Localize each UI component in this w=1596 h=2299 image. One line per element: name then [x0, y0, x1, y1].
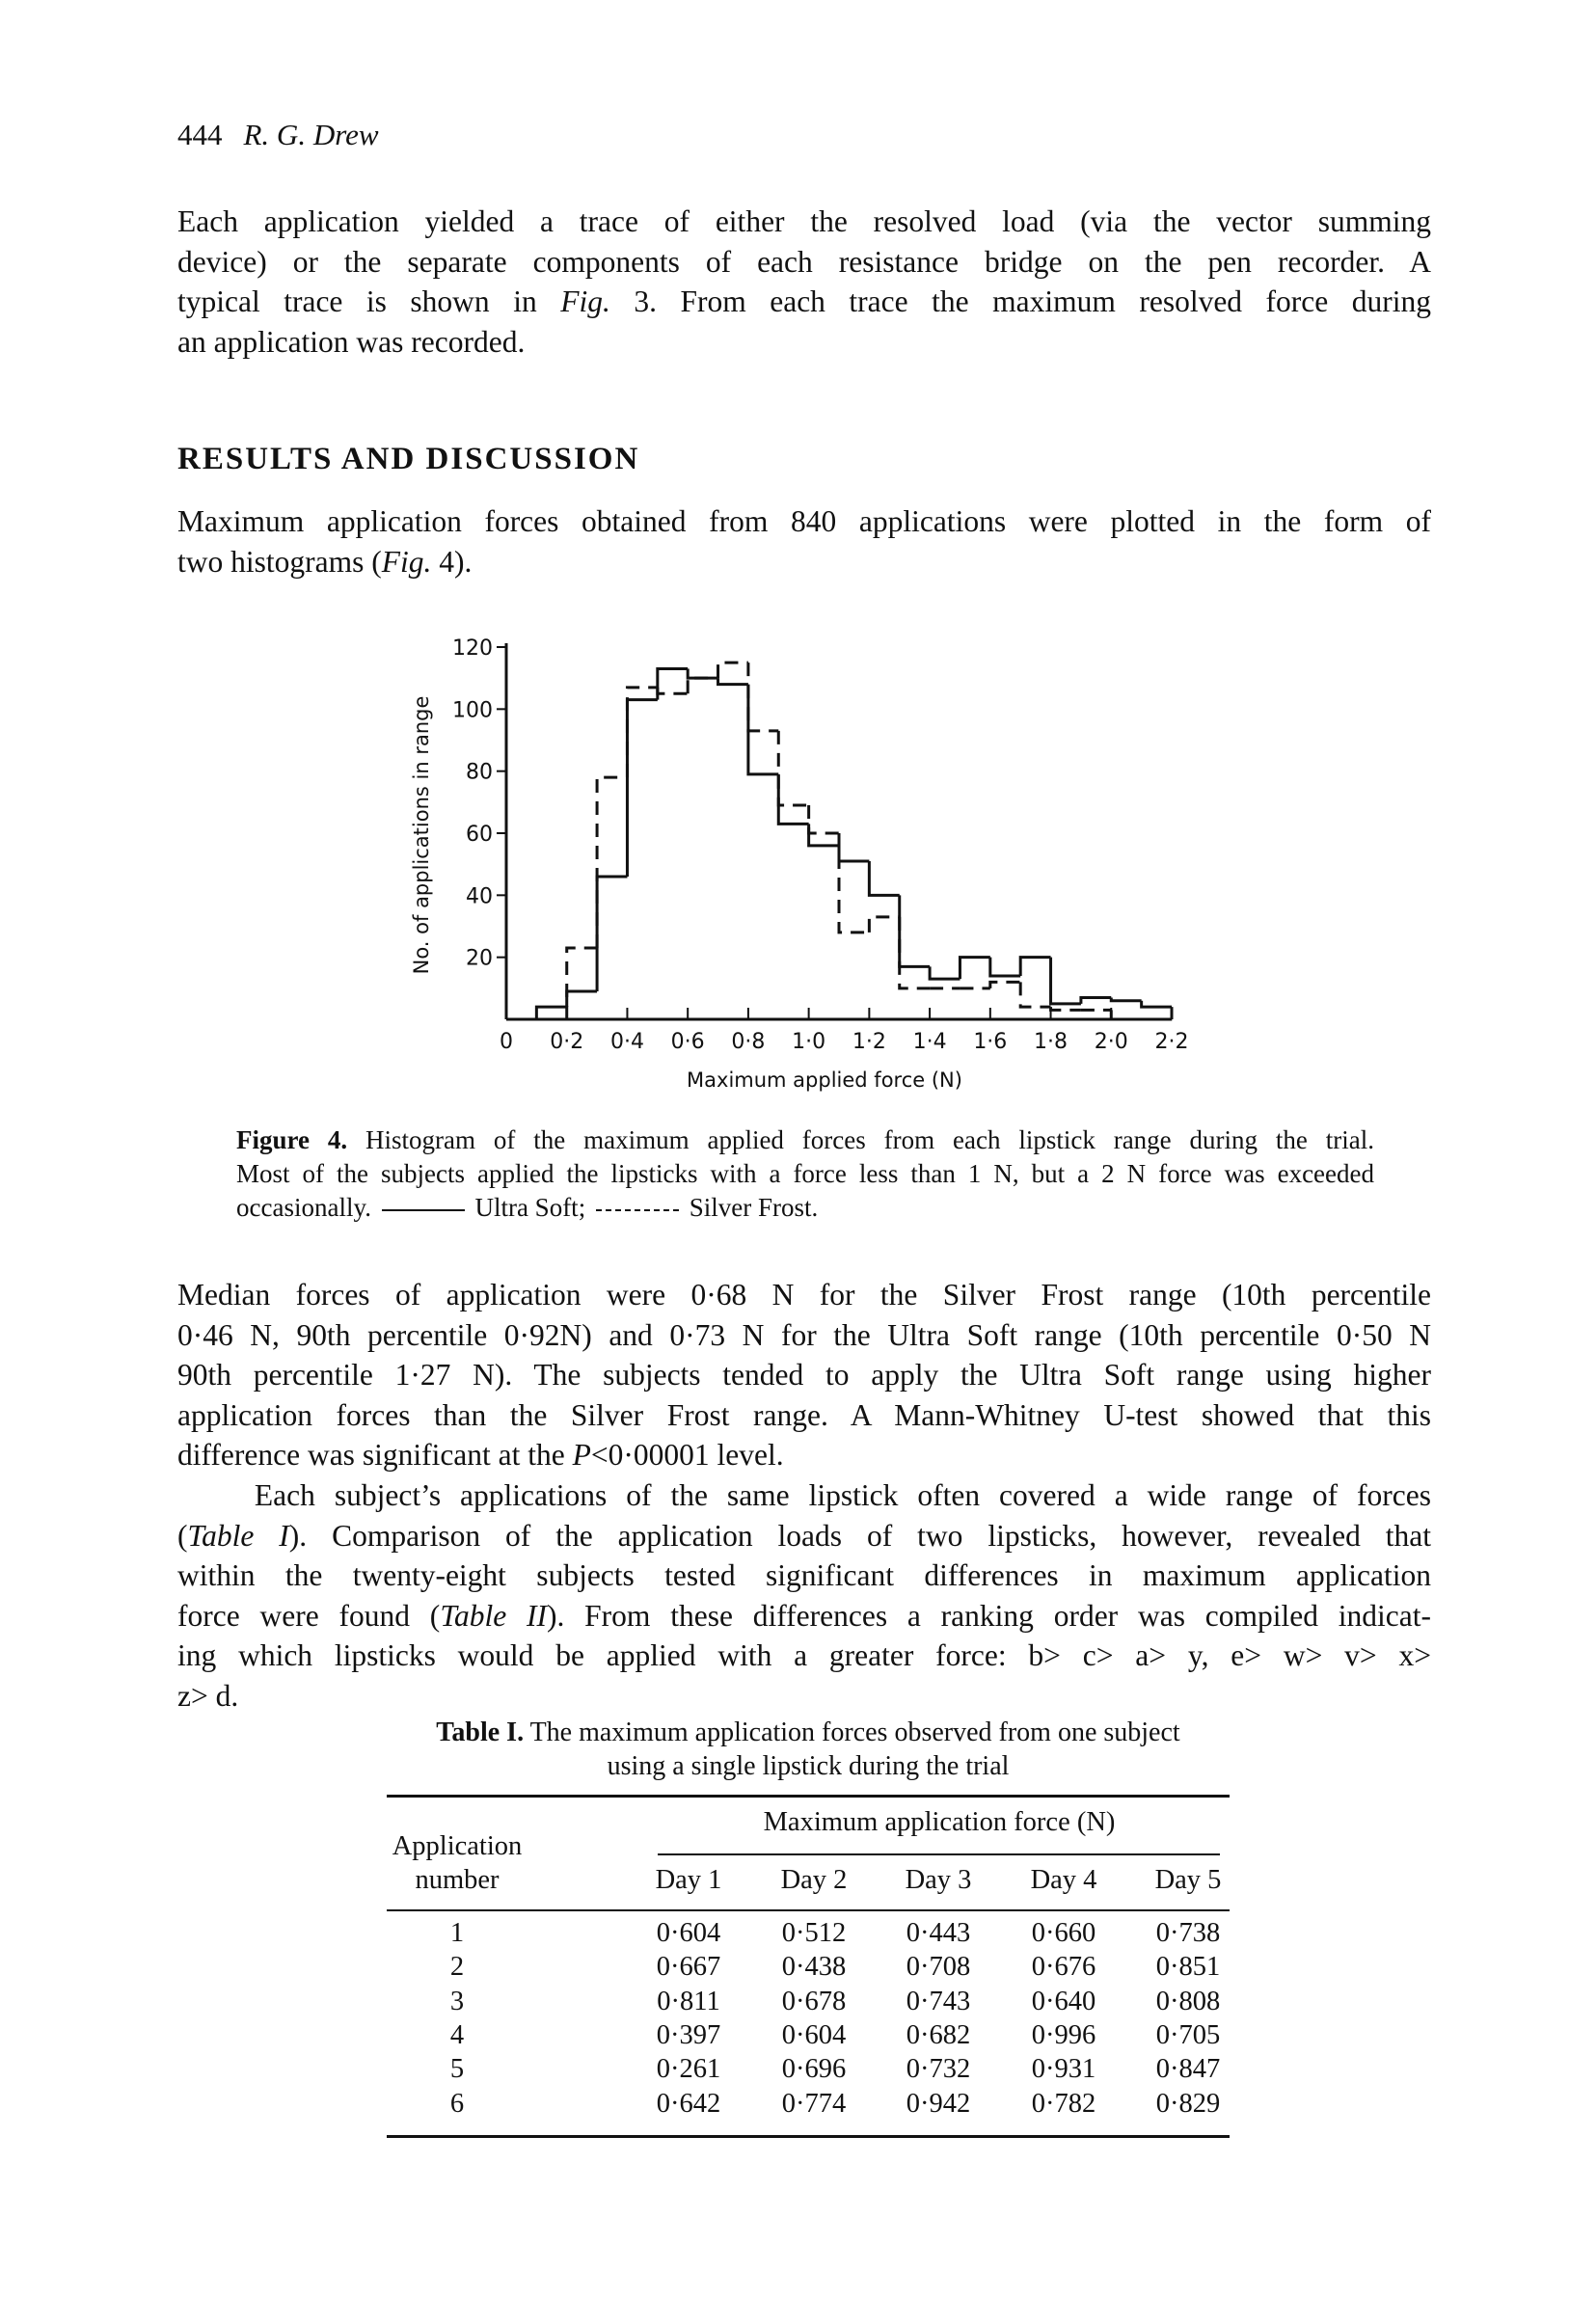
silver-frost-bin	[869, 917, 899, 933]
italic-run: Table I	[187, 1518, 289, 1553]
table-cell: 0·660	[1031, 1918, 1096, 1948]
ultra-soft-bin	[748, 685, 778, 774]
text-run: difference was significant at the	[177, 1438, 573, 1473]
x-tick-label: 1·6	[973, 1030, 1008, 1054]
table-cell: 0·774	[781, 2089, 847, 2119]
ultra-soft-bin	[839, 846, 869, 861]
section-heading: RESULTS AND DISCUSSION	[177, 442, 640, 476]
text-line	[177, 1475, 1431, 1516]
silver-frost-bin	[567, 948, 597, 1019]
ultra-soft-bin	[567, 991, 597, 1007]
table-cell: 0·640	[1031, 1987, 1096, 2016]
legend-solid-line	[382, 1209, 465, 1211]
text-line	[177, 1596, 1431, 1636]
text-line	[236, 1123, 1374, 1157]
y-tick-label: 120	[452, 636, 493, 661]
silver-frost-bin	[718, 663, 748, 678]
text-line	[177, 1355, 1431, 1395]
text-line	[177, 1555, 1431, 1596]
x-tick-label: 0·6	[670, 1030, 705, 1054]
application-number: 5	[449, 2054, 465, 2084]
text-line	[236, 1191, 1374, 1225]
table-cell: 0·261	[656, 2054, 721, 2084]
ultra-soft-bin	[778, 774, 808, 824]
paragraph-medians	[177, 1275, 1431, 1475]
table-cell: 0·682	[906, 2020, 971, 2050]
table-top-rule	[387, 1795, 1230, 1798]
ultra-soft-bin	[658, 669, 688, 700]
ultra-soft-bin	[960, 958, 989, 980]
table-cell: 0·705	[1155, 2020, 1221, 2050]
silver-frost-bin	[1020, 982, 1050, 1007]
ultra-soft-bin	[809, 824, 839, 846]
text-run: occasionally.	[236, 1193, 378, 1222]
text-run: device) or the separate components of each resistance bridge on the pen recorder. A	[177, 244, 1431, 279]
text-run: within the twenty-eight subjects tested significant differences in maximum application	[177, 1558, 1431, 1593]
table-cell: 0·732	[906, 2054, 971, 2084]
x-tick-label: 0·2	[550, 1030, 584, 1054]
table-cell: 0·782	[1031, 2089, 1096, 2119]
table-cell: 0·708	[906, 1952, 971, 1982]
table-cell: 0·811	[657, 1987, 720, 2016]
silver-frost-bin	[900, 917, 930, 988]
table-cell: 0·808	[1155, 1987, 1221, 2016]
text-run: application forces than the Silver Frost range. A Mann-Whitney U-test showed that this	[177, 1397, 1431, 1432]
silver-frost-bin	[778, 731, 808, 805]
row-header-line1: Application	[392, 1831, 523, 1861]
table-cell: 0·678	[781, 1987, 847, 2016]
table-cell: 0·847	[1155, 2054, 1221, 2084]
silver-frost-bin	[1051, 1007, 1081, 1010]
ultra-soft-bin	[1051, 958, 1081, 1004]
italic-run: Fig.	[560, 284, 610, 319]
y-tick-label: 40	[466, 884, 493, 909]
ultra-soft-bin	[1142, 1001, 1172, 1007]
ultra-soft-bin	[536, 1007, 566, 1019]
table-cell: 0·931	[1031, 2054, 1096, 2084]
group-header: Maximum application force (N)	[763, 1807, 1116, 1837]
text-run: typical trace is shown in	[177, 284, 561, 319]
y-tick-label: 20	[466, 946, 493, 971]
table-cell: 0·996	[1031, 2020, 1096, 2050]
text-run: Most of the subjects applied the lipsticks with a force less than 1 N, but a 2 N force was exceeded	[236, 1159, 1374, 1188]
text-run: 3. From each trace the maximum resolved force during	[609, 284, 1431, 319]
x-tick-label: 1·4	[912, 1030, 947, 1054]
text-run: force were found (	[177, 1598, 441, 1633]
ultra-soft-bin	[990, 958, 1020, 976]
table-cell: 0·667	[656, 1952, 721, 1982]
text-line	[177, 1395, 1431, 1436]
application-number: 2	[449, 1952, 465, 1982]
x-tick-label: 2·0	[1094, 1030, 1128, 1054]
italic-run: P	[572, 1438, 591, 1473]
x-tick-label: 1·2	[852, 1030, 886, 1054]
silver-frost-bin	[839, 833, 869, 933]
table-caption	[387, 1716, 1230, 1783]
x-tick-label: 0·8	[731, 1030, 766, 1054]
table-cell: 0·443	[906, 1918, 971, 1948]
figure-label: Figure 4.	[236, 1125, 348, 1154]
column-header: Day 2	[780, 1865, 848, 1895]
text-line	[177, 1315, 1431, 1356]
ultra-soft-bin	[718, 678, 748, 684]
column-header: Day 4	[1030, 1865, 1097, 1895]
legend-dashed-line	[596, 1209, 679, 1211]
text-run: 90th percentile 1·27 N). The subjects tended to apply the Ultra Soft range using higher	[177, 1358, 1431, 1393]
histogram-svg	[0, 0, 1596, 1109]
table-bottom-rule	[387, 2135, 1230, 2138]
application-number: 6	[449, 2089, 465, 2119]
table-cell: 0·604	[656, 1918, 721, 1948]
ultra-soft-bin	[1020, 958, 1050, 976]
table-cell: 0·743	[906, 1987, 971, 2016]
author-name: R. G. Drew	[243, 118, 379, 151]
row-header-line2: number	[415, 1865, 500, 1895]
y-tick-label: 80	[466, 760, 493, 785]
paragraph-ranking	[177, 1475, 1431, 1717]
silver-frost-bin	[748, 663, 778, 731]
text-line	[177, 1435, 1431, 1475]
italic-run: Table II	[440, 1598, 547, 1633]
ultra-soft-bin	[869, 861, 899, 895]
table-cell: 0·696	[781, 2054, 847, 2084]
silver-frost-bin	[809, 805, 839, 833]
table-cell: 0·829	[1155, 2089, 1221, 2119]
ultra-soft-bin	[597, 877, 627, 991]
table-cell: 0·512	[781, 1918, 847, 1948]
text-run: Each subject’s applications of the same lipstick often covered a wide range of forces	[177, 1478, 1431, 1512]
application-number: 4	[449, 2020, 465, 2050]
silver-frost-bin	[658, 688, 688, 693]
x-axis-label: Maximum applied force (N)	[687, 1068, 962, 1092]
column-header: Day 1	[655, 1865, 722, 1895]
x-tick-label: 1·0	[792, 1030, 826, 1054]
text-run: z> d.	[177, 1678, 239, 1713]
italic-run: Fig.	[381, 544, 432, 579]
page-number: 444	[177, 118, 223, 151]
figure-4-histogram	[0, 0, 1596, 1109]
group-header-rule	[658, 1853, 1220, 1855]
text-run: ). Comparison of the application loads of two lipsticks, however, revealed that	[288, 1518, 1431, 1553]
table-cell: 0·604	[781, 2020, 847, 2050]
table-label: Table I.	[436, 1717, 525, 1747]
text-run: Median forces of application were 0·68 N for the Silver Frost range (10th percentile	[177, 1278, 1431, 1312]
text-run: 4).	[431, 544, 473, 579]
text-run: ing which lipsticks would be applied with a greater force: b> c> a> y, e> w> v> x>	[177, 1638, 1431, 1673]
y-axis-label: No. of applications in range	[410, 695, 433, 975]
ultra-soft-bin	[1111, 997, 1141, 1000]
ultra-soft-bin	[900, 895, 930, 966]
text-run: an application was recorded.	[177, 324, 526, 359]
table-cell: 0·676	[1031, 1952, 1096, 1982]
text-run: 0·46 N, 90th percentile 0·92N) and 0·73 N for the Ultra Soft range (10th percentile 0·50 N	[177, 1317, 1431, 1352]
text-line	[177, 1676, 1431, 1717]
text-line	[177, 1516, 1431, 1556]
x-tick-label: 0	[500, 1030, 513, 1054]
text-run: (	[177, 1518, 188, 1553]
ultra-soft-bin	[1081, 997, 1111, 1003]
column-header: Day 3	[905, 1865, 972, 1895]
text-line	[177, 1636, 1431, 1676]
text-run: Histogram of the maximum applied forces from each lipstick range during the trial.	[347, 1125, 1374, 1154]
column-header: Day 5	[1154, 1865, 1222, 1895]
table-header-rule	[387, 1909, 1230, 1911]
x-tick-label: 2·2	[1154, 1030, 1189, 1054]
text-line	[236, 1157, 1374, 1191]
table-caption-line1: The maximum application forces observed from one subject	[524, 1717, 1180, 1747]
silver-frost-bin	[990, 982, 1020, 987]
text-run: Each application yielded a trace of either the resolved load (via the vector summing	[177, 204, 1431, 238]
table-cell: 0·642	[656, 2089, 721, 2119]
application-number: 3	[449, 1987, 465, 2016]
application-number: 1	[449, 1918, 465, 1948]
ultra-soft-bin	[930, 966, 960, 979]
y-tick-label: 100	[452, 698, 493, 723]
figure-caption	[236, 1123, 1374, 1225]
text-run: Maximum application forces obtained from 840 applications were plotted in the form of	[177, 504, 1431, 538]
table-cell: 0·738	[1155, 1918, 1221, 1948]
table-cell: 0·851	[1155, 1952, 1221, 1982]
silver-frost-bin	[597, 777, 627, 948]
table-cell: 0·942	[906, 2089, 971, 2119]
table-cell: 0·397	[656, 2020, 721, 2050]
silver-frost-bin	[688, 678, 717, 693]
y-tick-label: 60	[466, 823, 493, 847]
text-run: Ultra Soft;	[468, 1193, 592, 1222]
ultra-soft-bin	[627, 700, 657, 877]
text-run: two histograms (	[177, 544, 382, 579]
x-tick-label: 0·4	[609, 1030, 644, 1054]
table-caption-line2: using a single lipstick during the trial	[607, 1751, 1010, 1781]
text-run: ). From these differences a ranking order was compiled indicat-	[546, 1598, 1432, 1633]
text-run: Silver Frost.	[682, 1193, 819, 1222]
text-line	[177, 1275, 1431, 1315]
text-run: <0·00001 level.	[590, 1438, 784, 1473]
table-cell: 0·438	[781, 1952, 847, 1982]
x-tick-label: 1·8	[1034, 1030, 1069, 1054]
